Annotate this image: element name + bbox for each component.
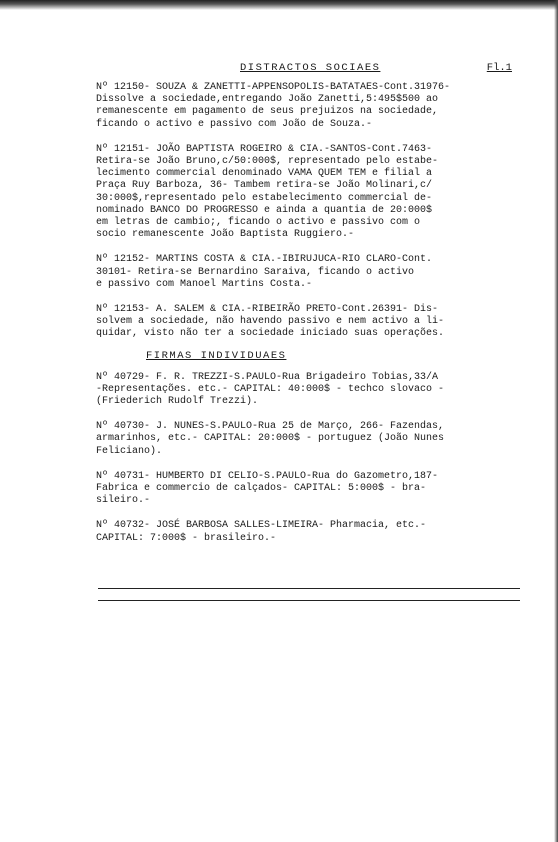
distracto-entry-12152: Nº 12152- MARTINS COSTA & CIA.-IBIRUJUCA-RIO CLARO-Cont. 30101- Retira-se Bernardino Saraiva, ficando o activo e passivo com Manoel Martins Costa.- [96, 254, 433, 290]
firmas-section-title: FIRMAS INDIVIDUAES [146, 349, 287, 362]
distracto-entry-12150: Nº 12150- SOUZA & ZANETTI-APPENSOPOLIS-BATATAES-Cont.31976- Dissolve a sociedade,entregando João Zanetti,5:495$500 ao remanescente em pagamento de seus prejuizos na sociedade, ficando o activo e passivo com João de Souza.- [96, 82, 451, 130]
firma-entry-40730: Nº 40730- J. NUNES-S.PAULO-Rua 25 de Março, 266- Fazendas, armarinhos, etc.- CAPITAL: 20:000$ - portuguez (João Nunes Feliciano). [96, 421, 445, 457]
closing-rule-bottom [98, 600, 520, 601]
distracto-entry-12151: Nº 12151- JOÃO BAPTISTA ROGEIRO & CIA.-SANTOS-Cont.7463- Retira-se João Bruno,c/50:000$, representado pelo estabe- lecimento commercial denominado VAMA QUEM TEM e filial a Praça Ruy Barboza, 36- Tambem retira-se João Molinari,c/ 30:000$,representado pelo estabelecimento commercial de- nominado BANCO DO PROGRESSO e ainda a quantia de 20:000$ em letras de cambio;, ficando o activo e passivo com o socio remanescente João Baptista Ruggiero.- [96, 143, 439, 241]
distracto-entry-12153: Nº 12153- A. SALEM & CIA.-RIBEIRÃO PRETO-Cont.26391- Dis- solvem a sociedade, não havendo passivo e nem activo a li- quidar, visto não ter a sociedade iniciado suas operações. [96, 304, 445, 340]
scan-edge-top [0, 0, 558, 10]
closing-rule-top [98, 588, 520, 589]
page-title: DISTRACTOS SOCIAES [240, 62, 381, 74]
distractos-section [96, 82, 516, 341]
firma-entry-40731: Nº 40731- HUMBERTO DI CELIO-S.PAULO-Rua do Gazometro,187- Fabrica e commercio de calçados- CAPITAL: 5:000$ - bra- sileiro.- [96, 470, 439, 507]
firma-entry-40729: Nº 40729- F. R. TREZZI-S.PAULO-Rua Brigadeiro Tobias,33/A -Representações. etc.- CAPITAL: 40:000$ - techco slovaco - (Friederich Rudolf Trezzi). [96, 371, 445, 408]
scan-edge-right [554, 0, 558, 842]
document-page [96, 62, 516, 558]
firmas-section [96, 372, 516, 545]
page-header [96, 62, 516, 82]
firma-entry-40732: Nº 40732- JOSÉ BARBOSA SALLES-LIMEIRA- Pharmacia, etc.- CAPITAL: 7:000$ - brasileiro.- [96, 520, 427, 544]
folio-number: Fl.1 [486, 62, 512, 74]
